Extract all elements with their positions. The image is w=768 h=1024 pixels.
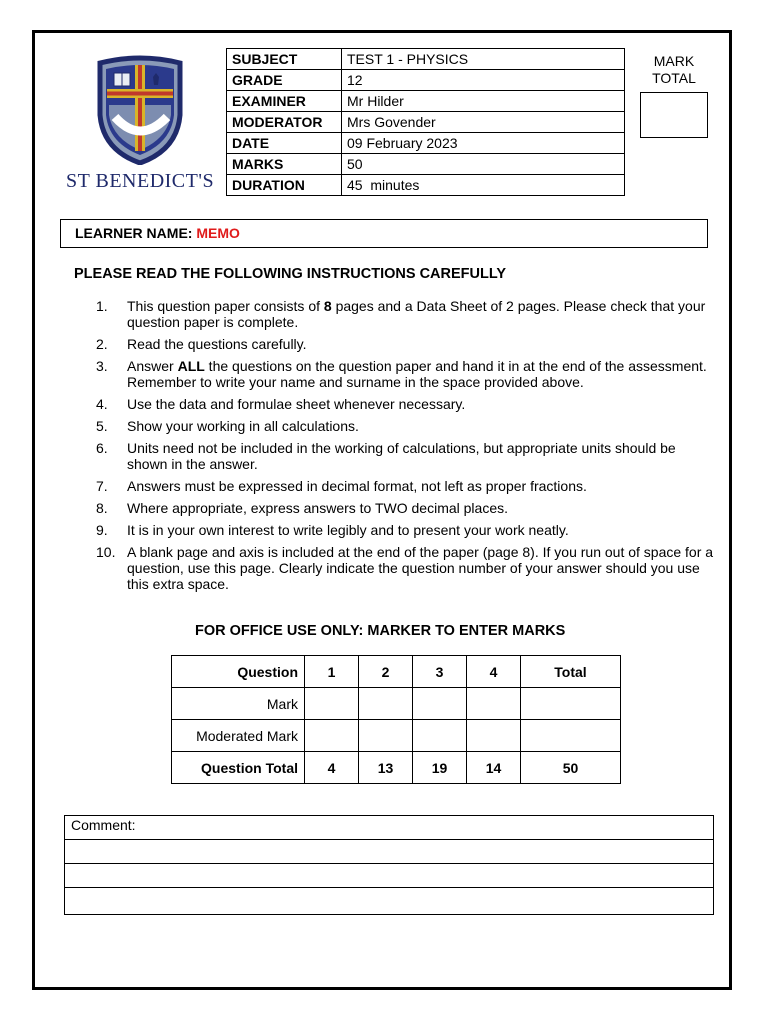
office-use-heading: FOR OFFICE USE ONLY: MARKER TO ENTER MARKS: [195, 623, 566, 639]
instruction-item: 6. Units need not be included in the working of calculations, but appropriate units should be shown in the answer.: [96, 440, 676, 472]
info-row-date: [227, 133, 625, 154]
instruction-item: 10. A blank page and axis is included at the end of the paper (page 8). If you run out of space for a question, use this page. Clearly indicate the question number of your answer should you use this extra space.: [96, 544, 714, 592]
comment-box[interactable]: [64, 815, 714, 915]
info-label: GRADE: [227, 70, 342, 91]
marks-header-cell: 2: [359, 656, 413, 688]
instruction-item: 4. Use the data and formulae sheet whenever necessary.: [96, 396, 466, 412]
learner-name-label: LEARNER NAME:: [75, 225, 193, 241]
mark-total-line1: MARK: [653, 53, 695, 69]
comment-line[interactable]: [65, 840, 713, 864]
info-value: 45 minutes: [342, 175, 625, 196]
moderated-mark-cell[interactable]: [521, 720, 621, 752]
school-crest-logo: [95, 55, 185, 165]
mark-cell[interactable]: [467, 688, 521, 720]
info-label: EXAMINER: [227, 91, 342, 112]
comment-line[interactable]: [65, 864, 713, 888]
info-row-grade: [227, 70, 625, 91]
info-row-subject: [227, 49, 625, 70]
exam-info-table: [226, 48, 625, 196]
info-value: Mrs Govender: [342, 112, 625, 133]
marks-header-cell: 1: [305, 656, 359, 688]
info-label: DURATION: [227, 175, 342, 196]
moderated-mark-cell[interactable]: [467, 720, 521, 752]
info-value: 12: [342, 70, 625, 91]
info-row-examiner: [227, 91, 625, 112]
moderated-mark-cell[interactable]: [413, 720, 467, 752]
instruction-item: 9. It is in your own interest to write legibly and to present your work neatly.: [96, 522, 569, 538]
info-value: Mr Hilder: [342, 91, 625, 112]
mark-cell[interactable]: [359, 688, 413, 720]
marks-row-label: Mark: [172, 688, 305, 720]
info-value: 09 February 2023: [342, 133, 625, 154]
instruction-item: 2. Read the questions carefully.: [96, 336, 307, 352]
marks-header-cell: Total: [521, 656, 621, 688]
info-value: TEST 1 - PHYSICS: [342, 49, 625, 70]
instruction-item: 1. This question paper consists of 8 pages and a Data Sheet of 2 pages. Please check that your question paper is complete.: [96, 298, 706, 330]
marks-row-question-total: [172, 752, 621, 784]
marks-table: [171, 655, 621, 784]
question-total-cell: 14: [467, 752, 521, 784]
learner-name-box[interactable]: [60, 219, 708, 248]
info-value: 50: [342, 154, 625, 175]
marks-row-label: Moderated Mark: [172, 720, 305, 752]
instruction-item: 5. Show your working in all calculations.: [96, 418, 359, 434]
info-row-duration: [227, 175, 625, 196]
mark-total-label: [640, 53, 708, 87]
comment-label: Comment:: [65, 816, 713, 840]
info-row-marks: [227, 154, 625, 175]
moderated-mark-cell[interactable]: [359, 720, 413, 752]
mark-cell[interactable]: [305, 688, 359, 720]
question-total-cell: 19: [413, 752, 467, 784]
mark-cell[interactable]: [521, 688, 621, 720]
learner-name-value: MEMO: [196, 225, 240, 241]
instruction-item: 7. Answers must be expressed in decimal format, not left as proper fractions.: [96, 478, 587, 494]
instruction-item: 8. Where appropriate, express answers to TWO decimal places.: [96, 500, 509, 516]
question-total-cell: 50: [521, 752, 621, 784]
comment-line[interactable]: [65, 888, 713, 912]
info-label: MARKS: [227, 154, 342, 175]
info-label: SUBJECT: [227, 49, 342, 70]
marks-row-label: Question Total: [172, 752, 305, 784]
instruction-item: 3. Answer ALL the questions on the question paper and hand it in at the end of the assessment. Remember to write your name and surname in the space provided above.: [96, 358, 707, 390]
question-total-cell: 4: [305, 752, 359, 784]
question-total-cell: 13: [359, 752, 413, 784]
marks-header-cell: 4: [467, 656, 521, 688]
info-label: DATE: [227, 133, 342, 154]
marks-row-mark: [172, 688, 621, 720]
mark-cell[interactable]: [413, 688, 467, 720]
mark-total-line2: TOTAL: [652, 70, 696, 86]
instructions-heading: PLEASE READ THE FOLLOWING INSTRUCTIONS CAREFULLY: [74, 266, 507, 282]
school-name: ST BENEDICT'S: [66, 170, 215, 192]
mark-total-box[interactable]: [640, 92, 708, 138]
marks-header-row: [172, 656, 621, 688]
info-row-moderator: [227, 112, 625, 133]
marks-row-moderated: [172, 720, 621, 752]
info-label: MODERATOR: [227, 112, 342, 133]
marks-header-cell: 3: [413, 656, 467, 688]
moderated-mark-cell[interactable]: [305, 720, 359, 752]
marks-header-cell: Question: [172, 656, 305, 688]
instructions-list: [96, 298, 716, 598]
